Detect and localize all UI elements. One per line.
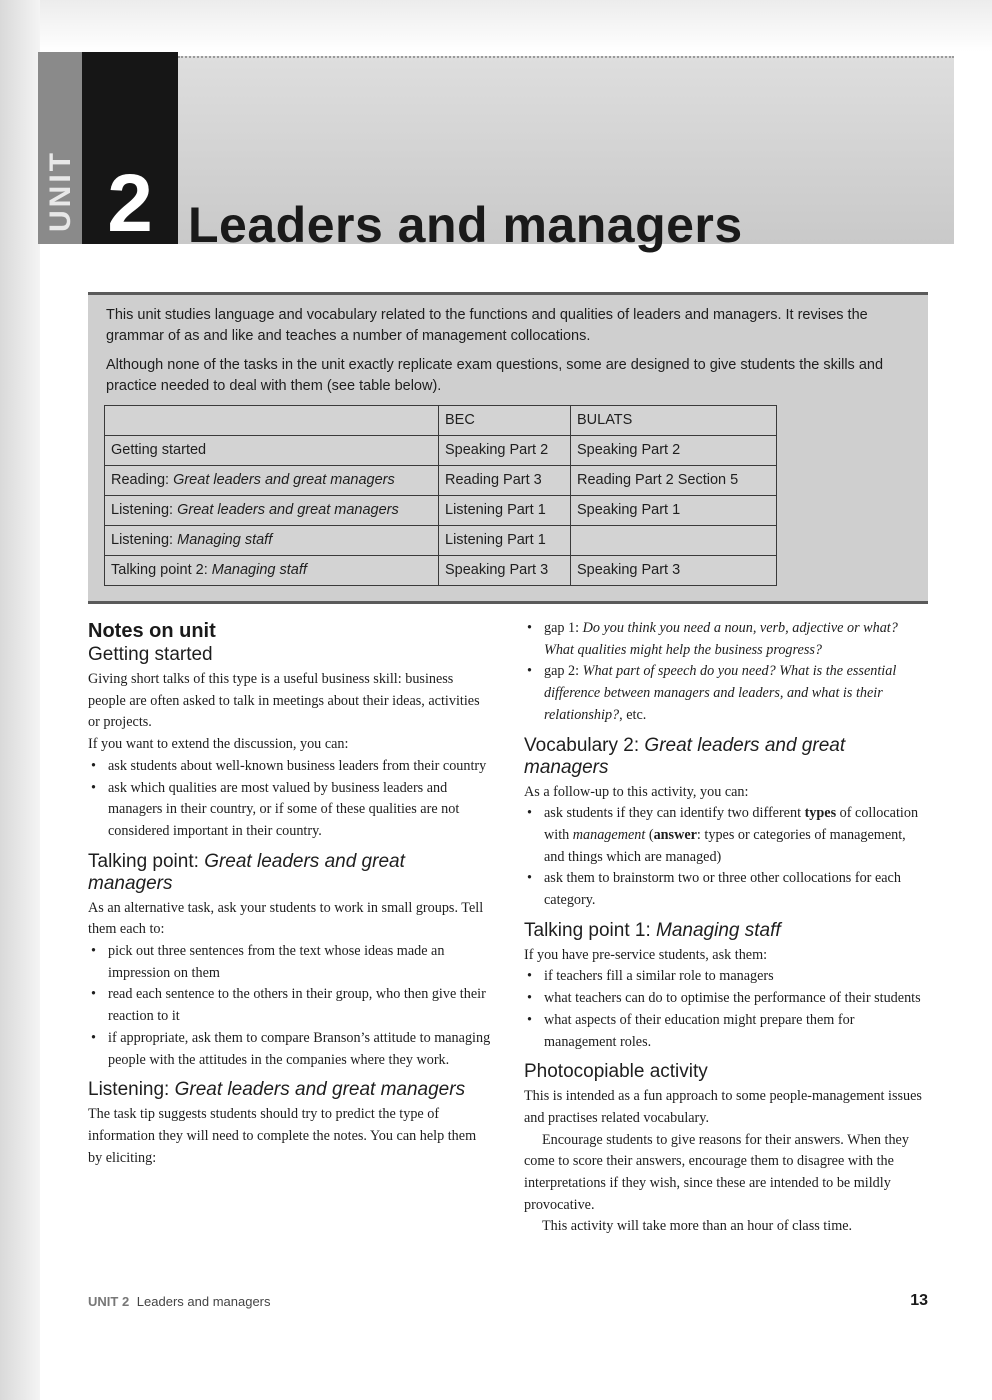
talking-point-paragraph: As an alternative task, ask your students to work in small groups. Tell them each to:	[88, 899, 484, 938]
getting-started-list	[88, 756, 492, 843]
header-dotted-rule	[178, 56, 954, 62]
intro-paragraph-1: This unit studies language and vocabulary related to the functions and qualities of leaders and managers. It revises the grammar of as and like and teaches a number of management collocations.	[106, 307, 868, 344]
getting-started-paragraph: If you want to extend the discussion, you can:	[88, 736, 349, 753]
table-row	[105, 556, 777, 586]
getting-started-heading: Getting started	[88, 644, 213, 665]
page-number: 13	[910, 1292, 928, 1309]
table-bec-cell: Listening Part 1	[439, 496, 571, 526]
notes-heading: Notes on unit	[88, 620, 216, 642]
talking-point-heading: Talking point: Great leaders and great managers	[88, 850, 405, 894]
list-item: • ask students about well-known business leaders from their country	[88, 756, 492, 778]
scan-edge-shadow	[0, 0, 40, 1400]
vocabulary-2-heading: Vocabulary 2: Great leaders and great managers	[524, 734, 846, 778]
table-row	[105, 526, 777, 556]
unit-label: UNIT	[44, 150, 77, 232]
footer-title: Leaders and managers	[136, 1294, 271, 1309]
gap-list	[524, 618, 928, 727]
photocopiable-paragraph: This is intended as a fun approach to some people-management issues and practises related vocabulary.	[524, 1088, 922, 1126]
vocabulary-2-list	[524, 803, 928, 912]
photocopiable-heading: Photocopiable activity	[524, 1061, 708, 1083]
list-item: • ask which qualities are most valued by business leaders and managers in their country, or if some of these qualities are not considered important in their country.	[88, 778, 492, 843]
talking-point-1-paragraph: If you have pre-service students, ask them:	[524, 946, 768, 963]
table-bec-cell: Speaking Part 2	[439, 436, 571, 466]
page-footer	[88, 1294, 928, 1316]
intro-box	[88, 292, 928, 604]
list-item: • read each sentence to the others in their group, who then give their reaction to it	[88, 984, 492, 1027]
talking-point-1-heading: Talking point 1: Managing staff	[524, 919, 781, 941]
list-item: • what teachers can do to optimise the performance of their students	[524, 988, 928, 1010]
talking-point-list	[88, 941, 492, 1071]
list-item: • what aspects of their education might prepare them for management roles.	[524, 1010, 928, 1053]
table-task-cell: Talking point 2: Managing staff	[105, 556, 439, 586]
list-item: • ask students if they can identify two different types of collocation with management (answer: types or categories of management, and things which are managed)	[524, 803, 928, 868]
table-bulats-cell: Reading Part 2 Section 5	[571, 466, 777, 496]
footer-unit-tag: UNIT 2	[88, 1294, 130, 1309]
list-item: • gap 1: Do you think you need a noun, verb, adjective or what? What qualities might help the business progress?	[524, 618, 928, 661]
intro-paragraph-2: Although none of the tasks in the unit exactly replicate exam questions, some are designed to give students the skills and practice needed to deal with them (see table below).	[106, 357, 884, 394]
table-bec-cell: Speaking Part 3	[439, 556, 571, 586]
table-row	[105, 466, 777, 496]
table-task-cell: Reading: Great leaders and great managers	[105, 466, 439, 496]
photocopiable-paragraph: Encourage students to give reasons for their answers. When they come to score their answers, encourage them to disagree with the interpretations if they wish, since these are intended to be mildly provocative.	[524, 1131, 909, 1213]
table-header-cell	[105, 406, 439, 436]
table-header-row	[105, 406, 777, 436]
list-item: • if teachers fill a similar role to managers	[524, 966, 928, 988]
table-row	[105, 496, 777, 526]
table-bulats-cell: Speaking Part 3	[571, 556, 777, 586]
unit-title: Leaders and managers	[188, 197, 743, 253]
listening-heading: Listening: Great leaders and great managers	[88, 1079, 466, 1101]
table-task-cell: Listening: Managing staff	[105, 526, 439, 556]
list-item: • gap 2: What part of speech do you need? What is the essential difference between managers and leaders, and what is their relationship?, etc.	[524, 661, 928, 726]
table-bec-cell: Reading Part 3	[439, 466, 571, 496]
table-bulats-cell: Speaking Part 1	[571, 496, 777, 526]
table-header-cell: BEC	[439, 406, 571, 436]
table-task-cell: Getting started	[105, 436, 439, 466]
getting-started-paragraph: Giving short talks of this type is a useful business skill: business people are often asked to talk in meetings about their ideas, activities or projects.	[88, 671, 480, 731]
photocopiable-paragraph: This activity will take more than an hour of class time.	[542, 1218, 853, 1235]
scan-top-shadow	[0, 0, 992, 52]
table-bec-cell: Listening Part 1	[439, 526, 571, 556]
table-row	[105, 436, 777, 466]
table-header-cell: BULATS	[571, 406, 777, 436]
table-bulats-cell: Speaking Part 2	[571, 436, 777, 466]
talking-point-1-list	[524, 966, 928, 1053]
list-item: • if appropriate, ask them to compare Branson’s attitude to managing people with the attitudes in the companies where they work.	[88, 1028, 492, 1071]
exam-mapping-table	[104, 405, 777, 586]
table-task-cell: Listening: Great leaders and great managers	[105, 496, 439, 526]
right-column	[524, 618, 928, 1238]
list-item: • pick out three sentences from the text whose ideas made an impression on them	[88, 941, 492, 984]
left-column	[88, 618, 492, 1169]
unit-number: 2	[107, 158, 153, 249]
list-item: • ask them to brainstorm two or three other collocations for each category.	[524, 868, 928, 911]
vocabulary-2-paragraph: As a follow-up to this activity, you can:	[524, 783, 749, 800]
listening-paragraph: The task tip suggests students should try to predict the type of information they will need to complete the notes. You can help them by eliciting:	[88, 1106, 477, 1166]
table-bulats-cell	[571, 526, 777, 556]
textbook-page	[38, 52, 954, 1332]
